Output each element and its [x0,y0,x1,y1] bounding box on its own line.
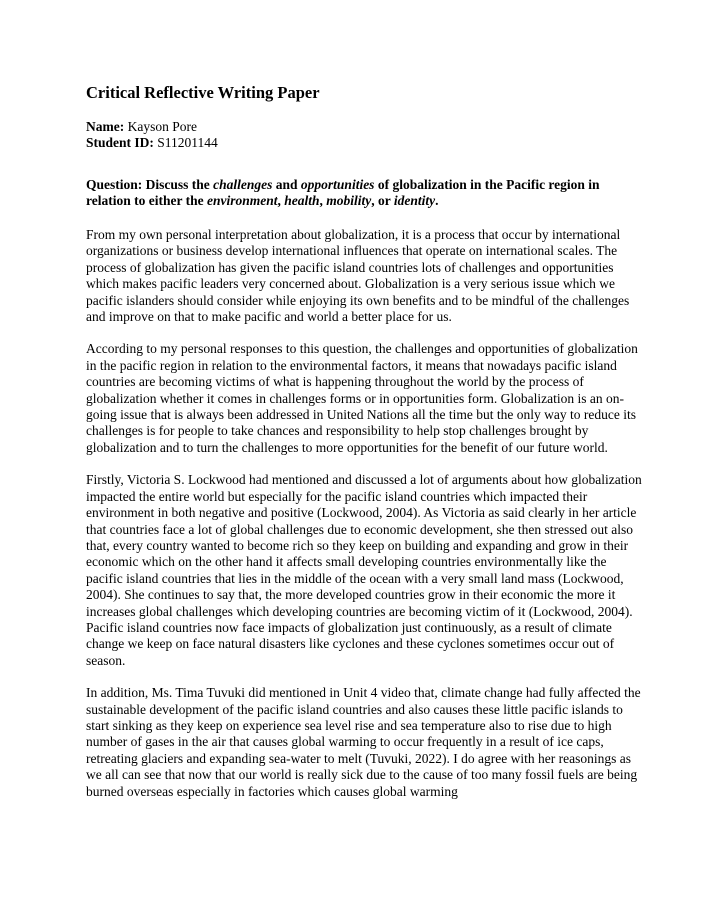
body-paragraph: According to my personal responses to this question, the challenges and opportunities of globalization in the pacific region in relation to the environmental factors, it means that nowadays pacific island countries are becoming victims of what is happening throughout the world by the process of globalization whether it comes in challenges forms or in opportunities form. Globalization is an on-going issue that is always been addressed in United Nations all the time but the only way to reduce its challenges is for people to take chances and responsibility to help stop challenges brought by globalization and to turn the challenges to more opportunities for the benefit of our future world. [86,341,638,455]
question-or: , or [371,193,394,208]
body-paragraph: From my own personal interpretation about globalization, it is a process that occur by international organizations or business develop international influences that operate on international scales. The process of globalization has given the pacific island countries lots of challenges and opportunities which makes pacific leaders very concerned about. Globalization is a very serious issue which we pacific islanders should consider while enjoying its own benefits and to be mindful of the challenges and improve on that to make pacific and world a better place for us. [86,227,630,325]
question-mid: of globalization in the Pacific region in relation to either the [86,177,600,208]
student-id-label: Student ID: [86,135,154,150]
question-environment: environment [206,193,278,208]
question-comma2: , [319,193,327,208]
document-page [86,82,642,816]
name-line [86,119,642,135]
question-and: and [272,177,301,192]
question-mobility: mobility [326,193,372,208]
question-end: . [435,193,439,208]
name-value: Kayson Pore [127,119,197,134]
question-opportunities: opportunities [300,177,375,192]
page-title: Critical Reflective Writing Paper [86,83,320,102]
question-text [86,177,642,209]
question-prefix: Question: Discuss the [86,177,214,192]
student-id-value: S11201144 [157,135,218,150]
student-id-line [86,135,642,151]
body-paragraph: In addition, Ms. Tima Tuvuki did mentioned in Unit 4 video that, climate change had fully affected the sustainable development of the pacific island countries and also causes these little pacific islands to start sinking as they keep on experience sea level rise and sea temperature also to rise due to high number of gases in the air that causes global warming to occur frequently in a result of ice caps, retreating glaciers and expanding sea-water to melt (Tuvuki, 2022). I do agree with her reasonings as we all can see that now that our world is really sick due to the cause of too many fossil fuels are being burned overseas especially in factories which causes global warming [86,685,641,799]
question-comma1: , [277,193,285,208]
question-identity: identity [393,193,436,208]
name-label: Name: [86,119,125,134]
question-challenges: challenges [213,177,273,192]
question-health: health [284,193,320,208]
body-paragraph: Firstly, Victoria S. Lockwood had mentioned and discussed a lot of arguments about how globalization impacted the entire world but especially for the pacific island countries which impacted their environment in both negative and positive (Lockwood, 2004). As Victoria as said clearly in her article that countries face a lot of global challenges due to economic development, she then stressed out also that, every country wanted to become rich so they keep on building and expanding and grow in their economic which on the other hand it affects small developing countries environmentally like the pacific island countries that lies in the middle of the ocean with a very small land mass (Lockwood, 2004). She continues to say that, the more developed countries grow in their economic the more it increases global challenges which developing countries are becoming victim of it (Lockwood, 2004). Pacific island countries now face impacts of globalization just continuously, as a result of climate change we keep on face natural disasters like cyclones and these cyclones sometimes occur out of season. [86,472,642,668]
author-info [86,119,642,151]
